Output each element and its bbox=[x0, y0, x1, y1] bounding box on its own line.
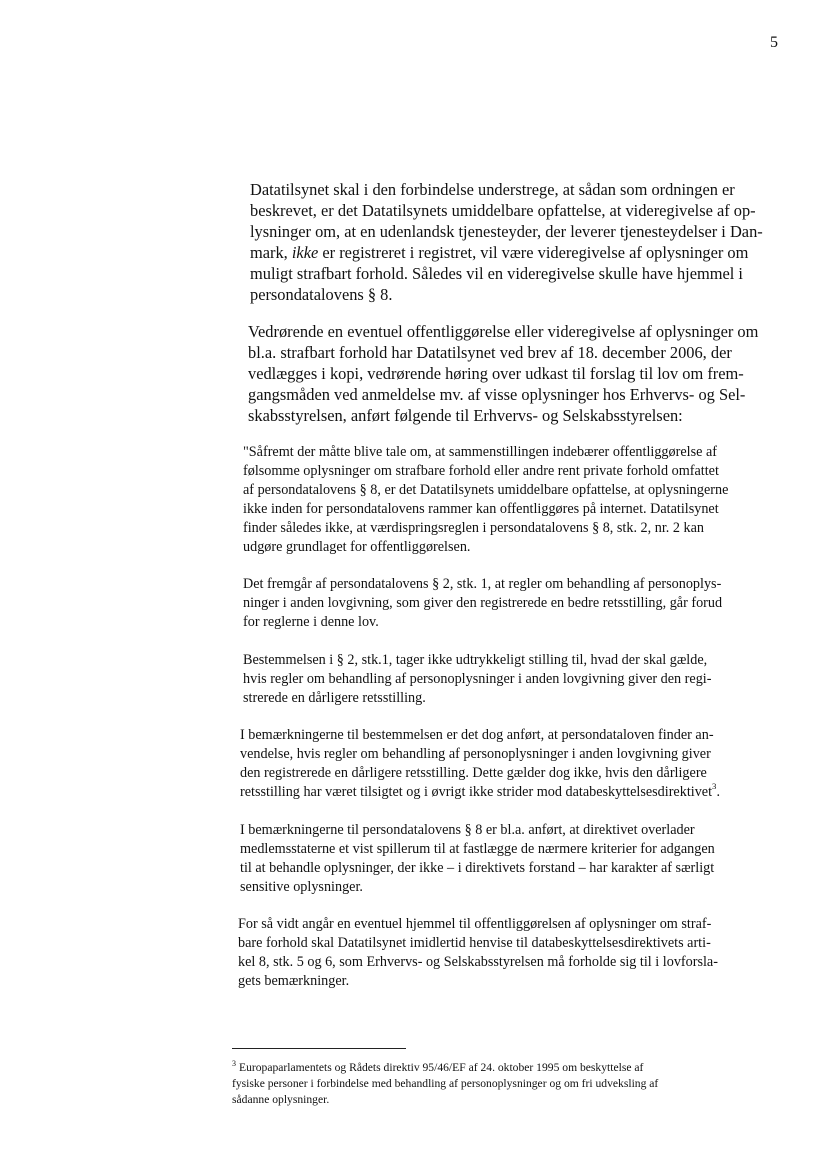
text-line: I bemærkningerne til bestemmelsen er det dog anført, at persondataloven finder an- bbox=[240, 727, 714, 743]
page-number: 5 bbox=[770, 34, 778, 51]
text-line: kel 8, stk. 5 og 6, som Erhvervs- og Selskabsstyrelsen må forholde sig til i lovforsla- bbox=[238, 954, 718, 970]
text-line: skabsstyrelsen, anført følgende til Erhvervs- og Selskabsstyrelsen: bbox=[248, 406, 683, 425]
text-line: sensitive oplysninger. bbox=[240, 879, 363, 895]
text-line: Datatilsynet skal i den forbindelse understrege, at sådan som ordningen er bbox=[250, 180, 735, 199]
text-line: Bestemmelsen i § 2, stk.1, tager ikke udtrykkeligt stilling til, hvad der skal gælde, bbox=[243, 652, 708, 668]
text-line: til at behandle oplysninger, der ikke – i direktivets forstand – har karakter af særligt bbox=[240, 860, 715, 876]
text-line: Det fremgår af persondatalovens § 2, stk. 1, at regler om behandling af personoplys- bbox=[243, 576, 722, 592]
text-run: mark, bbox=[250, 243, 292, 262]
text-line: beskrevet, er det Datatilsynets umiddelbare opfattelse, at videregivelse af op- bbox=[250, 201, 756, 220]
text-line: ikke inden for persondatalovens rammer kan offentliggøres på internet. Datatilsynet bbox=[243, 501, 719, 517]
text-line: I bemærkningerne til persondatalovens § 8 er bl.a. anført, at direktivet overlader bbox=[240, 822, 695, 838]
text-line bbox=[250, 243, 748, 263]
text-run: retsstilling har været tilsigtet og i øvrigt ikke strider mod databeskyttelsesdirektivet bbox=[240, 784, 713, 800]
text-line: fysiske personer i forbindelse med behandling af personoplysninger og om fri udveksling af bbox=[232, 1077, 659, 1090]
text-line bbox=[240, 780, 720, 801]
text-line: persondatalovens § 8. bbox=[250, 285, 393, 304]
emphasis-text: ikke bbox=[291, 243, 319, 262]
text-line: udgøre grundlaget for offentliggørelsen. bbox=[243, 539, 471, 555]
text-line: vedlægges i kopi, vedrørende høring over udkast til forslag til lov om frem- bbox=[248, 364, 744, 383]
text-line: lysninger om, at en udenlandsk tjenesteyder, der leverer tjenesteydelser i Dan- bbox=[250, 222, 763, 241]
footnote-mark: 3 bbox=[232, 1059, 236, 1068]
text-run: er registreret i registret, vil være videregivelse af oplysninger om bbox=[318, 243, 749, 262]
text-line: bare forhold skal Datatilsynet imidlertid henvise til databeskyttelsesdirektivets arti- bbox=[238, 935, 711, 951]
text-line: finder således ikke, at værdispringsreglen i persondatalovens § 8, stk. 2, nr. 2 kan bbox=[243, 520, 704, 536]
footnote-reference: 3 bbox=[712, 780, 717, 791]
text-run: Europaparlamentets og Rådets direktiv 95/46/EF af 24. oktober 1995 om beskyttelse af bbox=[239, 1061, 644, 1074]
text-line: Vedrørende en eventuel offentliggørelse eller videregivelse af oplysninger om bbox=[248, 322, 759, 341]
text-line: sådanne oplysninger. bbox=[232, 1093, 330, 1106]
text-line: følsomme oplysninger om strafbare forhold eller andre rent private forhold omfattet bbox=[243, 463, 719, 479]
text-line: den registrerede en dårligere retsstilling. Dette gælder dog ikke, hvis den dårligere bbox=[240, 765, 707, 781]
footnote-separator bbox=[232, 1048, 406, 1049]
text-line: af persondatalovens § 8, er det Datatilsynets umiddelbare opfattelse, at oplysningerne bbox=[243, 482, 729, 498]
text-line: medlemsstaterne et vist spillerum til at fastlægge de nærmere kriterier for adgangen bbox=[240, 841, 715, 857]
text-line: For så vidt angår en eventuel hjemmel til offentliggørelsen af oplysninger om straf- bbox=[238, 916, 712, 932]
text-line: gets bemærkninger. bbox=[238, 973, 350, 989]
text-line: hvis regler om behandling af personoplysninger i anden lovgivning giver den regi- bbox=[243, 671, 712, 687]
text-line: "Såfremt der måtte blive tale om, at sammenstillingen indebærer offentliggørelse af bbox=[243, 444, 717, 460]
text-line: bl.a. strafbart forhold har Datatilsynet ved brev af 18. december 2006, der bbox=[248, 343, 732, 362]
text-line bbox=[232, 1061, 643, 1074]
text-line: gangsmåden ved anmeldelse mv. af visse oplysninger hos Erhvervs- og Sel- bbox=[248, 385, 746, 404]
text-line: vendelse, hvis regler om behandling af personoplysninger i anden lovgivning giver bbox=[240, 746, 711, 762]
text-line: for reglerne i denne lov. bbox=[243, 614, 379, 630]
text-run: . bbox=[716, 784, 720, 800]
text-line: strerede en dårligere retsstilling. bbox=[243, 690, 426, 706]
text-line: muligt strafbart forhold. Således vil en videregivelse skulle have hjemmel i bbox=[250, 264, 743, 283]
text-line: ninger i anden lovgivning, som giver den registrerede en bedre retsstilling, går forud bbox=[243, 595, 723, 611]
